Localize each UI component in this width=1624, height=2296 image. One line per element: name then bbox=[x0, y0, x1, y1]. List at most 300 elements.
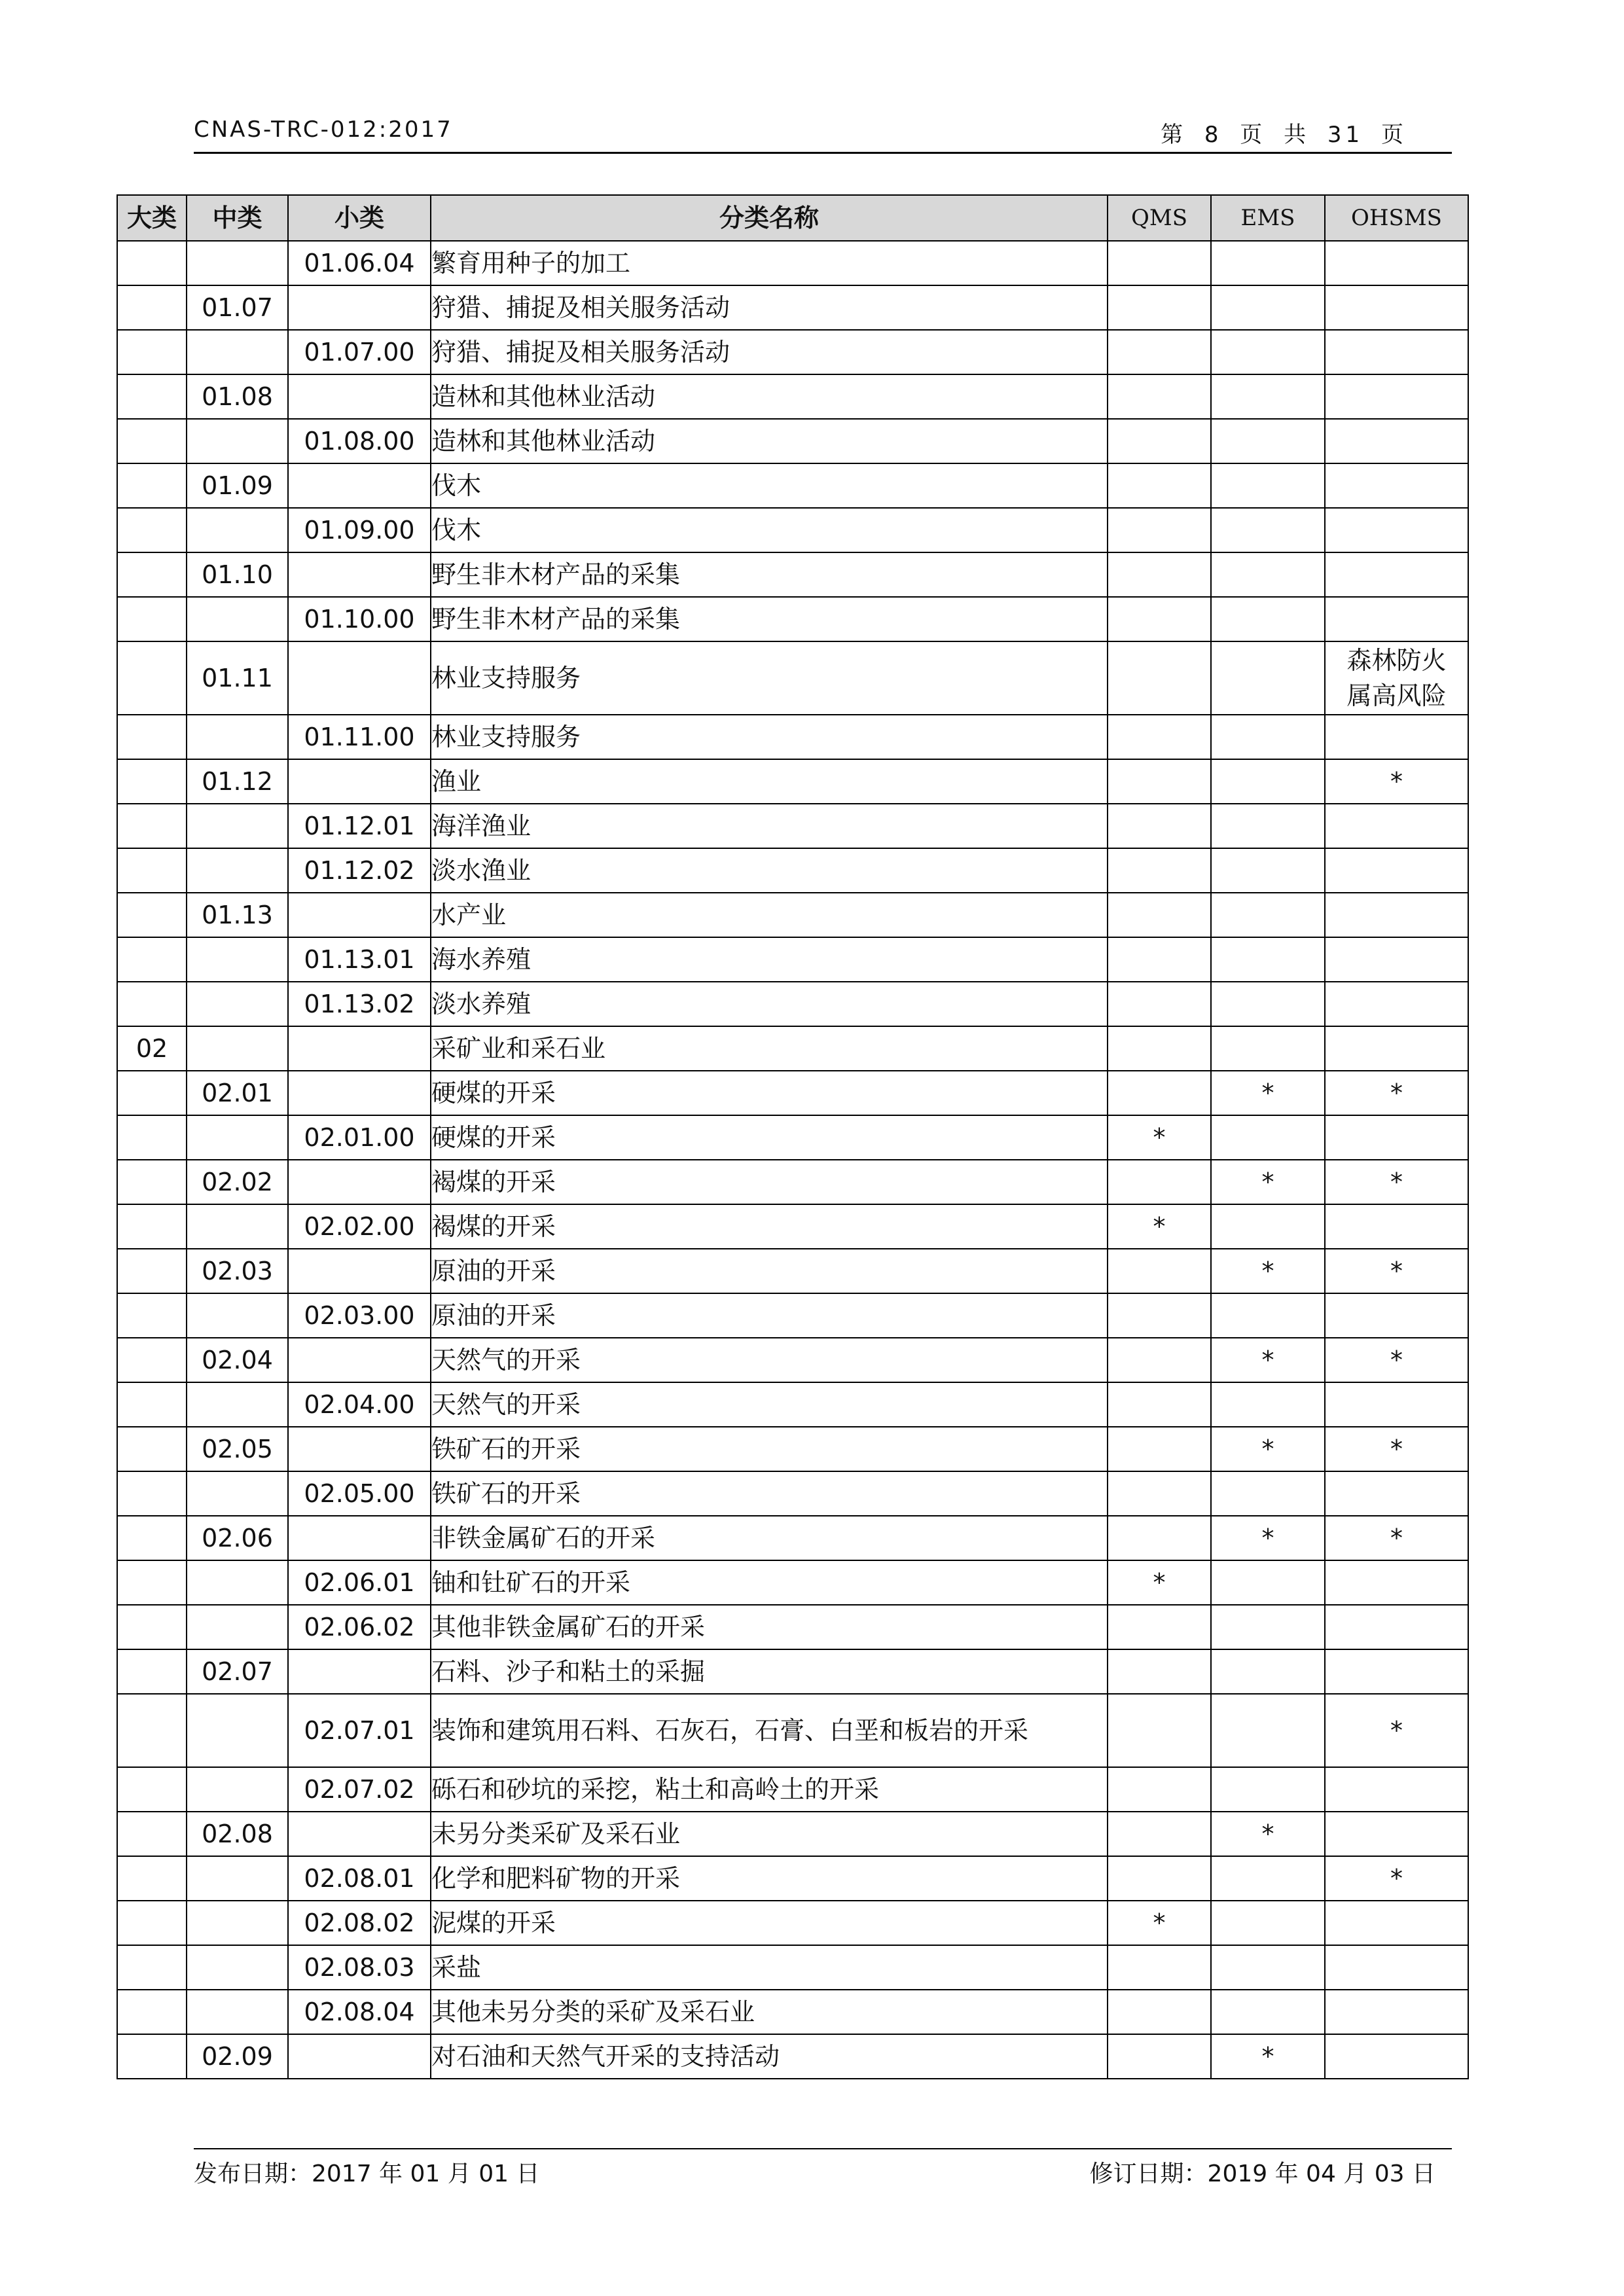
cell-qms bbox=[1108, 937, 1211, 982]
cell-major bbox=[117, 1516, 187, 1560]
table-row bbox=[117, 1945, 1468, 1990]
table-row bbox=[117, 1516, 1468, 1560]
cell-major bbox=[117, 1945, 187, 1990]
cell-middle bbox=[187, 1990, 288, 2034]
cell-ohsms bbox=[1325, 1560, 1468, 1605]
cell-major bbox=[117, 1338, 187, 1382]
cell-qms bbox=[1108, 463, 1211, 508]
cell-category-name: 采矿业和采石业 bbox=[431, 1026, 1108, 1071]
table-row bbox=[117, 2034, 1468, 2079]
cell-minor bbox=[288, 2034, 431, 2079]
cell-major bbox=[117, 552, 187, 597]
cell-middle: 02.01 bbox=[187, 1071, 288, 1115]
table-row bbox=[117, 982, 1468, 1026]
cell-middle: 01.08 bbox=[187, 374, 288, 419]
col-header-ohsms: OHSMS bbox=[1325, 195, 1468, 241]
cell-category-name: 铁矿石的开采 bbox=[431, 1427, 1108, 1471]
cell-ems bbox=[1211, 848, 1325, 893]
cell-category-name: 林业支持服务 bbox=[431, 641, 1108, 715]
table-row bbox=[117, 1990, 1468, 2034]
cell-minor bbox=[288, 1427, 431, 1471]
cell-category-name: 褐煤的开采 bbox=[431, 1204, 1108, 1249]
cell-major bbox=[117, 1115, 187, 1160]
cell-qms bbox=[1108, 848, 1211, 893]
table-row bbox=[117, 641, 1468, 715]
table-row bbox=[117, 1901, 1468, 1945]
cell-minor: 01.10.00 bbox=[288, 597, 431, 641]
cell-minor bbox=[288, 1026, 431, 1071]
cell-ohsms bbox=[1325, 982, 1468, 1026]
cell-minor: 02.03.00 bbox=[288, 1293, 431, 1338]
cell-minor bbox=[288, 552, 431, 597]
cell-category-name: 其他未另分类的采矿及采石业 bbox=[431, 1990, 1108, 2034]
cell-major: 02 bbox=[117, 1026, 187, 1071]
cell-qms bbox=[1108, 1812, 1211, 1856]
cell-ems bbox=[1211, 641, 1325, 715]
cell-ems bbox=[1211, 285, 1325, 330]
cell-qms bbox=[1108, 2034, 1211, 2079]
cell-ems: * bbox=[1211, 1338, 1325, 1382]
table-header-row bbox=[117, 195, 1468, 241]
table-row bbox=[117, 1115, 1468, 1160]
cell-category-name: 海水养殖 bbox=[431, 937, 1108, 982]
cell-major bbox=[117, 1694, 187, 1767]
cell-qms bbox=[1108, 893, 1211, 937]
cell-qms bbox=[1108, 641, 1211, 715]
cell-major bbox=[117, 419, 187, 463]
cell-ohsms bbox=[1325, 1812, 1468, 1856]
table-row bbox=[117, 1160, 1468, 1204]
cell-ems: * bbox=[1211, 1071, 1325, 1115]
table-row bbox=[117, 1204, 1468, 1249]
cell-major bbox=[117, 1160, 187, 1204]
cell-qms: * bbox=[1108, 1204, 1211, 1249]
cell-qms bbox=[1108, 1605, 1211, 1649]
cell-qms: * bbox=[1108, 1115, 1211, 1160]
cell-minor: 02.01.00 bbox=[288, 1115, 431, 1160]
cell-minor: 01.08.00 bbox=[288, 419, 431, 463]
cell-minor bbox=[288, 1812, 431, 1856]
cell-minor bbox=[288, 374, 431, 419]
table-row bbox=[117, 1767, 1468, 1812]
cell-qms bbox=[1108, 1338, 1211, 1382]
cell-qms bbox=[1108, 759, 1211, 804]
cell-ems bbox=[1211, 937, 1325, 982]
cell-ohsms bbox=[1325, 1605, 1468, 1649]
cell-middle bbox=[187, 597, 288, 641]
cell-major bbox=[117, 1856, 187, 1901]
cell-category-name: 淡水渔业 bbox=[431, 848, 1108, 893]
cell-ohsms bbox=[1325, 1115, 1468, 1160]
cell-ems bbox=[1211, 982, 1325, 1026]
table-row bbox=[117, 1471, 1468, 1516]
cell-qms bbox=[1108, 1990, 1211, 2034]
table-body bbox=[117, 241, 1468, 2079]
cell-major bbox=[117, 508, 187, 552]
cell-minor: 02.08.01 bbox=[288, 1856, 431, 1901]
cell-minor: 02.02.00 bbox=[288, 1204, 431, 1249]
cell-ems bbox=[1211, 1115, 1325, 1160]
cell-major bbox=[117, 330, 187, 374]
cell-minor bbox=[288, 893, 431, 937]
table-row bbox=[117, 1605, 1468, 1649]
cell-category-name: 褐煤的开采 bbox=[431, 1160, 1108, 1204]
cell-qms bbox=[1108, 1694, 1211, 1767]
cell-minor: 01.12.02 bbox=[288, 848, 431, 893]
cell-qms bbox=[1108, 1767, 1211, 1812]
cell-category-name: 野生非木材产品的采集 bbox=[431, 597, 1108, 641]
footer-divider bbox=[194, 2148, 1452, 2149]
cell-category-name: 铀和钍矿石的开采 bbox=[431, 1560, 1108, 1605]
col-header-major: 大类 bbox=[117, 195, 187, 241]
cell-major bbox=[117, 1605, 187, 1649]
cell-category-name: 未另分类采矿及采石业 bbox=[431, 1812, 1108, 1856]
cell-minor: 01.07.00 bbox=[288, 330, 431, 374]
cell-category-name: 淡水养殖 bbox=[431, 982, 1108, 1026]
cell-ohsms bbox=[1325, 374, 1468, 419]
table-row bbox=[117, 1382, 1468, 1427]
cell-middle bbox=[187, 419, 288, 463]
cell-qms bbox=[1108, 1945, 1211, 1990]
cell-ohsms bbox=[1325, 1767, 1468, 1812]
cell-qms bbox=[1108, 1856, 1211, 1901]
cell-ems: * bbox=[1211, 1427, 1325, 1471]
cell-minor bbox=[288, 1649, 431, 1694]
cell-qms bbox=[1108, 419, 1211, 463]
cell-category-name: 对石油和天然气开采的支持活动 bbox=[431, 2034, 1108, 2079]
cell-middle bbox=[187, 804, 288, 848]
cell-ems bbox=[1211, 1649, 1325, 1694]
cell-ohsms bbox=[1325, 1293, 1468, 1338]
col-header-ems: EMS bbox=[1211, 195, 1325, 241]
cell-qms bbox=[1108, 552, 1211, 597]
cell-ohsms bbox=[1325, 1901, 1468, 1945]
cell-qms bbox=[1108, 241, 1211, 285]
cell-major bbox=[117, 982, 187, 1026]
cell-ohsms bbox=[1325, 1026, 1468, 1071]
cell-minor: 01.13.01 bbox=[288, 937, 431, 982]
cell-minor: 02.08.03 bbox=[288, 1945, 431, 1990]
cell-ohsms: * bbox=[1325, 759, 1468, 804]
cell-middle bbox=[187, 1026, 288, 1071]
cell-ems bbox=[1211, 893, 1325, 937]
cell-middle: 02.04 bbox=[187, 1338, 288, 1382]
cell-ems bbox=[1211, 1026, 1325, 1071]
cell-middle bbox=[187, 1856, 288, 1901]
cell-category-name: 狩猎、捕捉及相关服务活动 bbox=[431, 285, 1108, 330]
cell-ems: * bbox=[1211, 1160, 1325, 1204]
table-row bbox=[117, 759, 1468, 804]
cell-ohsms: * bbox=[1325, 1338, 1468, 1382]
cell-middle bbox=[187, 1767, 288, 1812]
cell-category-name: 原油的开采 bbox=[431, 1249, 1108, 1293]
cell-middle: 02.03 bbox=[187, 1249, 288, 1293]
cell-minor bbox=[288, 1071, 431, 1115]
cell-ohsms bbox=[1325, 1945, 1468, 1990]
cell-qms: * bbox=[1108, 1560, 1211, 1605]
cell-ems bbox=[1211, 1990, 1325, 2034]
cell-minor bbox=[288, 1516, 431, 1560]
cell-ohsms bbox=[1325, 1382, 1468, 1427]
cell-ems bbox=[1211, 804, 1325, 848]
table-row bbox=[117, 419, 1468, 463]
cell-category-name: 水产业 bbox=[431, 893, 1108, 937]
cell-category-name: 林业支持服务 bbox=[431, 715, 1108, 759]
cell-minor bbox=[288, 641, 431, 715]
cell-qms bbox=[1108, 715, 1211, 759]
col-header-qms: QMS bbox=[1108, 195, 1211, 241]
cell-major bbox=[117, 1249, 187, 1293]
cell-major bbox=[117, 759, 187, 804]
cell-ohsms bbox=[1325, 285, 1468, 330]
cell-qms bbox=[1108, 1516, 1211, 1560]
header-divider bbox=[194, 152, 1452, 154]
cell-minor: 01.09.00 bbox=[288, 508, 431, 552]
cell-qms bbox=[1108, 1649, 1211, 1694]
cell-major bbox=[117, 1812, 187, 1856]
cell-category-name: 造林和其他林业活动 bbox=[431, 374, 1108, 419]
cell-ohsms: * bbox=[1325, 1694, 1468, 1767]
table-row bbox=[117, 463, 1468, 508]
cell-major bbox=[117, 1767, 187, 1812]
cell-ems bbox=[1211, 1945, 1325, 1990]
cell-ohsms bbox=[1325, 715, 1468, 759]
cell-ohsms bbox=[1325, 419, 1468, 463]
cell-middle: 01.11 bbox=[187, 641, 288, 715]
cell-qms bbox=[1108, 1293, 1211, 1338]
cell-qms bbox=[1108, 1471, 1211, 1516]
cell-middle: 01.09 bbox=[187, 463, 288, 508]
cell-minor: 02.06.02 bbox=[288, 1605, 431, 1649]
cell-category-name: 其他非铁金属矿石的开采 bbox=[431, 1605, 1108, 1649]
cell-middle bbox=[187, 508, 288, 552]
cell-category-name: 非铁金属矿石的开采 bbox=[431, 1516, 1108, 1560]
cell-middle: 01.07 bbox=[187, 285, 288, 330]
cell-major bbox=[117, 848, 187, 893]
cell-ems bbox=[1211, 715, 1325, 759]
cell-major bbox=[117, 1382, 187, 1427]
cell-category-name: 化学和肥料矿物的开采 bbox=[431, 1856, 1108, 1901]
cell-qms bbox=[1108, 1160, 1211, 1204]
cell-middle: 02.07 bbox=[187, 1649, 288, 1694]
cell-minor: 01.13.02 bbox=[288, 982, 431, 1026]
table-row bbox=[117, 1026, 1468, 1071]
cell-category-name: 硬煤的开采 bbox=[431, 1071, 1108, 1115]
cell-ems bbox=[1211, 1901, 1325, 1945]
table-row bbox=[117, 1249, 1468, 1293]
cell-middle bbox=[187, 1945, 288, 1990]
cell-qms bbox=[1108, 285, 1211, 330]
table-row bbox=[117, 715, 1468, 759]
cell-middle: 02.08 bbox=[187, 1812, 288, 1856]
table-row bbox=[117, 1427, 1468, 1471]
page-info: 第 8 页 共 31 页 bbox=[1161, 122, 1407, 148]
cell-major bbox=[117, 1990, 187, 2034]
cell-ems bbox=[1211, 330, 1325, 374]
cell-ohsms bbox=[1325, 508, 1468, 552]
cell-ems bbox=[1211, 374, 1325, 419]
cell-major bbox=[117, 374, 187, 419]
cell-major bbox=[117, 1560, 187, 1605]
cell-ohsms: * bbox=[1325, 1516, 1468, 1560]
cell-middle: 02.06 bbox=[187, 1516, 288, 1560]
cell-ems bbox=[1211, 241, 1325, 285]
cell-ohsms bbox=[1325, 937, 1468, 982]
cell-minor: 02.06.01 bbox=[288, 1560, 431, 1605]
cell-category-name: 天然气的开采 bbox=[431, 1382, 1108, 1427]
table-row bbox=[117, 1293, 1468, 1338]
cell-qms bbox=[1108, 982, 1211, 1026]
table-row bbox=[117, 552, 1468, 597]
cell-middle: 01.12 bbox=[187, 759, 288, 804]
cell-ohsms bbox=[1325, 463, 1468, 508]
cell-major bbox=[117, 937, 187, 982]
cell-category-name: 造林和其他林业活动 bbox=[431, 419, 1108, 463]
cell-minor: 01.06.04 bbox=[288, 241, 431, 285]
cell-ems: * bbox=[1211, 1812, 1325, 1856]
issue-date: 发布日期：2017 年 01 月 01 日 bbox=[194, 2161, 540, 2187]
cell-middle bbox=[187, 1471, 288, 1516]
cell-middle bbox=[187, 1204, 288, 1249]
cell-minor: 01.12.01 bbox=[288, 804, 431, 848]
cell-ems bbox=[1211, 597, 1325, 641]
cell-middle: 02.05 bbox=[187, 1427, 288, 1471]
cell-ems bbox=[1211, 1560, 1325, 1605]
cell-ems bbox=[1211, 552, 1325, 597]
cell-ohsms bbox=[1325, 597, 1468, 641]
cell-ems: * bbox=[1211, 2034, 1325, 2079]
cell-middle bbox=[187, 848, 288, 893]
cell-major bbox=[117, 597, 187, 641]
cell-qms bbox=[1108, 508, 1211, 552]
cell-category-name: 天然气的开采 bbox=[431, 1338, 1108, 1382]
cell-ohsms bbox=[1325, 2034, 1468, 2079]
cell-category-name: 渔业 bbox=[431, 759, 1108, 804]
cell-qms bbox=[1108, 1026, 1211, 1071]
cell-minor: 02.07.01 bbox=[288, 1694, 431, 1767]
cell-category-name: 铁矿石的开采 bbox=[431, 1471, 1108, 1516]
cell-major bbox=[117, 463, 187, 508]
cell-middle bbox=[187, 1694, 288, 1767]
cell-ohsms: * bbox=[1325, 1427, 1468, 1471]
cell-ems bbox=[1211, 1767, 1325, 1812]
cell-middle bbox=[187, 1605, 288, 1649]
cell-category-name: 伐木 bbox=[431, 463, 1108, 508]
cell-category-name: 原油的开采 bbox=[431, 1293, 1108, 1338]
cell-middle bbox=[187, 1293, 288, 1338]
cell-ems bbox=[1211, 1382, 1325, 1427]
cell-ems bbox=[1211, 1204, 1325, 1249]
cell-category-name: 海洋渔业 bbox=[431, 804, 1108, 848]
cell-category-name: 伐木 bbox=[431, 508, 1108, 552]
cell-qms bbox=[1108, 1382, 1211, 1427]
cell-ems bbox=[1211, 1856, 1325, 1901]
table-row bbox=[117, 508, 1468, 552]
cell-middle bbox=[187, 715, 288, 759]
table-row bbox=[117, 1694, 1468, 1767]
cell-ohsms bbox=[1325, 848, 1468, 893]
cell-major bbox=[117, 1204, 187, 1249]
table-row bbox=[117, 848, 1468, 893]
table-row bbox=[117, 937, 1468, 982]
classification-table bbox=[117, 194, 1469, 2079]
cell-category-name: 泥煤的开采 bbox=[431, 1901, 1108, 1945]
cell-ohsms bbox=[1325, 552, 1468, 597]
table-row bbox=[117, 285, 1468, 330]
cell-major bbox=[117, 804, 187, 848]
col-header-category-name: 分类名称 bbox=[431, 195, 1108, 241]
cell-qms bbox=[1108, 374, 1211, 419]
cell-category-name: 装饰和建筑用石料、石灰石，石膏、白垩和板岩的开采 bbox=[431, 1694, 1108, 1767]
cell-minor: 02.05.00 bbox=[288, 1471, 431, 1516]
cell-category-name: 野生非木材产品的采集 bbox=[431, 552, 1108, 597]
cell-minor bbox=[288, 1338, 431, 1382]
cell-major bbox=[117, 285, 187, 330]
cell-ohsms bbox=[1325, 241, 1468, 285]
cell-ems bbox=[1211, 1605, 1325, 1649]
cell-middle bbox=[187, 937, 288, 982]
table-row bbox=[117, 597, 1468, 641]
table-row bbox=[117, 1071, 1468, 1115]
cell-category-name: 繁育用种子的加工 bbox=[431, 241, 1108, 285]
cell-ems bbox=[1211, 508, 1325, 552]
table-row bbox=[117, 1856, 1468, 1901]
cell-ems bbox=[1211, 419, 1325, 463]
cell-minor: 02.08.02 bbox=[288, 1901, 431, 1945]
table-row bbox=[117, 893, 1468, 937]
cell-middle bbox=[187, 1901, 288, 1945]
cell-middle: 02.02 bbox=[187, 1160, 288, 1204]
document-id: CNAS-TRC-012:2017 bbox=[194, 117, 453, 143]
cell-major bbox=[117, 893, 187, 937]
cell-minor bbox=[288, 759, 431, 804]
cell-ohsms bbox=[1325, 1204, 1468, 1249]
cell-ems: * bbox=[1211, 1249, 1325, 1293]
table-row bbox=[117, 1338, 1468, 1382]
cell-qms bbox=[1108, 1249, 1211, 1293]
cell-qms: * bbox=[1108, 1901, 1211, 1945]
cell-major bbox=[117, 2034, 187, 2079]
cell-major bbox=[117, 641, 187, 715]
cell-major bbox=[117, 1901, 187, 1945]
cell-ohsms bbox=[1325, 893, 1468, 937]
col-header-middle: 中类 bbox=[187, 195, 288, 241]
cell-minor bbox=[288, 285, 431, 330]
cell-category-name: 硬煤的开采 bbox=[431, 1115, 1108, 1160]
cell-minor: 01.11.00 bbox=[288, 715, 431, 759]
cell-ems bbox=[1211, 1471, 1325, 1516]
cell-middle bbox=[187, 241, 288, 285]
cell-ohsms bbox=[1325, 1471, 1468, 1516]
table-row bbox=[117, 374, 1468, 419]
table-row bbox=[117, 1560, 1468, 1605]
cell-minor: 02.07.02 bbox=[288, 1767, 431, 1812]
cell-minor bbox=[288, 463, 431, 508]
cell-qms bbox=[1108, 1071, 1211, 1115]
cell-qms bbox=[1108, 804, 1211, 848]
cell-minor bbox=[288, 1249, 431, 1293]
col-header-minor: 小类 bbox=[288, 195, 431, 241]
cell-middle bbox=[187, 330, 288, 374]
cell-ohsms: * bbox=[1325, 1856, 1468, 1901]
table-row bbox=[117, 1812, 1468, 1856]
cell-major bbox=[117, 1471, 187, 1516]
cell-middle bbox=[187, 982, 288, 1026]
cell-ohsms bbox=[1325, 1649, 1468, 1694]
cell-qms bbox=[1108, 1427, 1211, 1471]
cell-ems: * bbox=[1211, 1516, 1325, 1560]
cell-middle: 01.13 bbox=[187, 893, 288, 937]
